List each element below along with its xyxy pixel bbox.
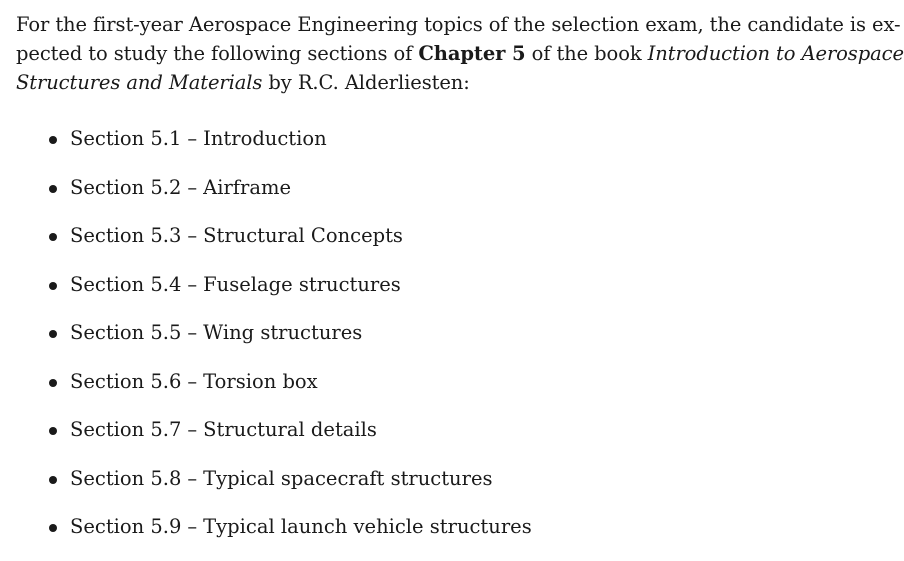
section-number: Section 5.5 [70,321,182,344]
section-list [16,124,532,561]
document-page [16,10,904,538]
bullet-icon [49,282,57,290]
section-number: Section 5.6 [70,369,182,393]
section-title: Introduction [203,127,327,150]
list-item [16,367,532,416]
section-number: Section 5.8 [70,466,182,490]
section-title: Structural Concepts [203,224,403,247]
intro-line-2-text: pected to study the following sections of [16,42,419,65]
list-item [16,173,532,222]
section-title: Fuselage structures [203,272,401,296]
list-item [16,270,532,319]
list-item [16,464,532,513]
section-number: Section 5.4 [70,272,182,296]
book-title-part-2: Structures and Materials [16,71,263,94]
section-title: Torsion box [203,369,318,393]
section-title: Airframe [203,175,291,199]
list-item [16,512,532,561]
list-item [16,318,532,367]
bullet-icon [49,427,57,435]
section-separator: – [187,515,198,538]
intro-line-2 [16,39,904,68]
section-number: Section 5.1 [70,127,182,150]
section-separator: – [187,175,198,199]
chapter-reference: Chapter 5 [418,42,526,65]
section-number: Section 5.3 [70,224,182,247]
section-separator: – [187,369,198,393]
section-separator: – [187,224,198,247]
bullet-icon [49,185,57,193]
bullet-icon [49,136,57,144]
bullet-icon [49,524,57,532]
bullet-icon [49,233,57,241]
intro-line-3 [16,68,892,97]
list-item [16,415,532,464]
bullet-icon [49,330,57,338]
section-title: Structural details [203,418,377,441]
section-number: Section 5.2 [70,175,182,199]
section-separator: – [187,466,198,490]
section-number: Section 5.9 [70,515,182,538]
section-separator: – [187,321,198,344]
list-item [16,221,532,270]
book-title-part-1: Introduction to Aerospace [647,42,904,65]
bullet-icon [49,476,57,484]
intro-line-2-mid: of the book [525,42,648,65]
intro-paragraph [16,10,904,97]
section-title: Wing structures [203,321,363,344]
section-title: Typical launch vehicle structures [203,515,532,538]
section-title: Typical spacecraft structures [203,466,493,490]
section-separator: – [187,418,198,441]
intro-line-1: For the first-year Aerospace Engineering topics of the selection exam, the candidate is ex- [16,13,901,36]
section-separator: – [187,272,198,296]
section-number: Section 5.7 [70,418,182,441]
list-item [16,124,532,173]
author-text: by R.C. Alderliesten: [262,71,470,94]
section-separator: – [187,127,198,150]
bullet-icon [49,379,57,387]
